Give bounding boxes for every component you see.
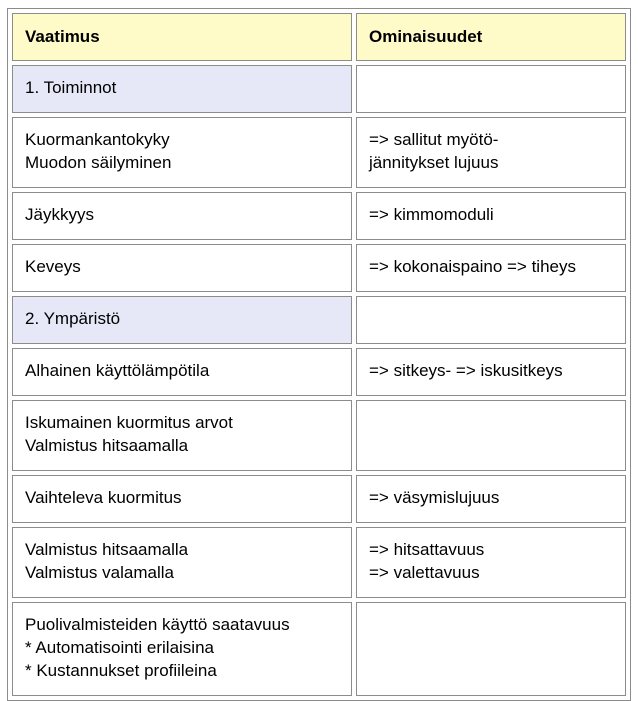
properties-cell xyxy=(356,527,626,598)
requirement-cell xyxy=(12,348,352,396)
property-text: => valettavuus xyxy=(369,563,480,582)
requirement-cell xyxy=(12,192,352,240)
property-text: => sallitut myötö- xyxy=(369,130,499,149)
requirement-cell xyxy=(12,244,352,292)
requirement-text: Vaihteleva kuormitus xyxy=(25,488,182,507)
header-properties: Ominaisuudet xyxy=(356,13,626,61)
requirement-text: Keveys xyxy=(25,257,81,276)
requirement-text: Valmistus hitsaamalla xyxy=(25,540,189,559)
requirement-text: Muodon säilyminen xyxy=(25,153,172,172)
properties-cell xyxy=(356,348,626,396)
requirement-text: 1. Toiminnot xyxy=(25,78,117,97)
table-row xyxy=(12,527,626,598)
property-text: => väsymislujuus xyxy=(369,488,500,507)
requirement-text: Valmistus hitsaamalla xyxy=(25,436,189,455)
requirement-text: Puolivalmisteiden käyttö saatavuus xyxy=(25,615,290,634)
section-row xyxy=(12,296,626,344)
table-row xyxy=(12,192,626,240)
property-text: jännitykset lujuus xyxy=(369,153,499,172)
table-row xyxy=(12,244,626,292)
requirement-cell xyxy=(12,296,352,344)
requirement-text: * Automatisointi erilaisina xyxy=(25,638,214,657)
properties-cell xyxy=(356,65,626,113)
table-row xyxy=(12,475,626,523)
requirement-text: Alhainen käyttölämpötila xyxy=(25,361,210,380)
properties-cell xyxy=(356,602,626,696)
property-text: => kokonaispaino => tiheys xyxy=(369,257,576,276)
table-row xyxy=(12,400,626,471)
requirement-cell xyxy=(12,400,352,471)
requirement-text: Kuormankantokyky xyxy=(25,130,170,149)
requirement-cell xyxy=(12,117,352,188)
table-row xyxy=(12,117,626,188)
property-text: => hitsattavuus xyxy=(369,540,485,559)
requirement-text: Jäykkyys xyxy=(25,205,94,224)
properties-cell xyxy=(356,475,626,523)
requirements-table xyxy=(8,9,630,700)
requirement-text: 2. Ympäristö xyxy=(25,309,121,328)
property-text: => sitkeys- => iskusitkeys xyxy=(369,361,563,380)
properties-cell xyxy=(356,296,626,344)
table-row xyxy=(12,602,626,696)
requirement-text: Iskumainen kuormitus arvot xyxy=(25,413,233,432)
requirement-text: * Kustannukset profiileina xyxy=(25,661,217,680)
section-row xyxy=(12,65,626,113)
requirements-table-frame xyxy=(7,8,631,701)
requirement-text: Valmistus valamalla xyxy=(25,563,174,582)
requirement-cell xyxy=(12,527,352,598)
properties-cell xyxy=(356,244,626,292)
properties-cell xyxy=(356,400,626,471)
properties-cell xyxy=(356,117,626,188)
requirement-cell xyxy=(12,65,352,113)
table-row xyxy=(12,348,626,396)
requirement-cell xyxy=(12,602,352,696)
table-header-row xyxy=(12,13,626,61)
property-text: => kimmomoduli xyxy=(369,205,494,224)
requirement-cell xyxy=(12,475,352,523)
properties-cell xyxy=(356,192,626,240)
header-requirement: Vaatimus xyxy=(12,13,352,61)
